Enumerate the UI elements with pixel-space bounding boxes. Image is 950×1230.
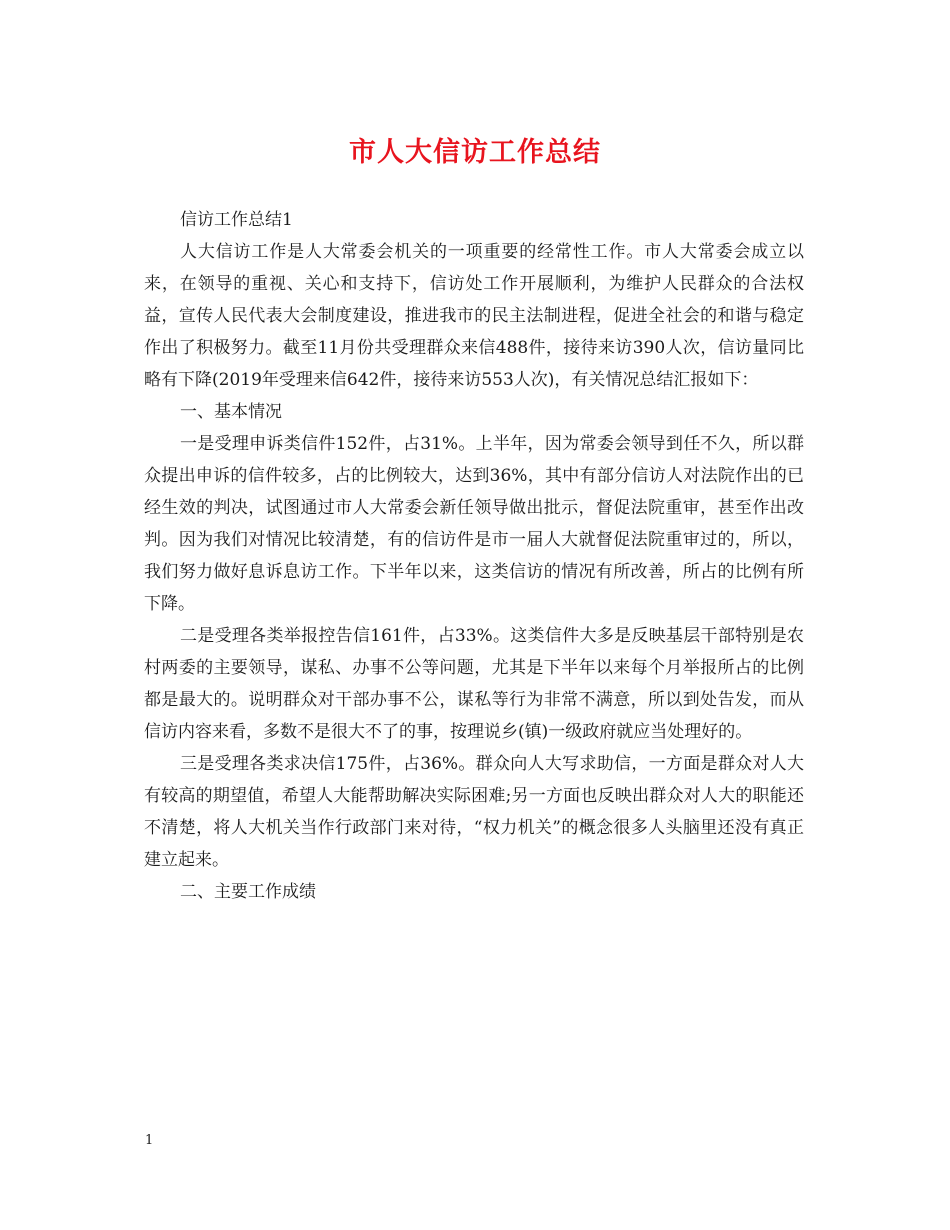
section-heading-main-achievements: 二、主要工作成绩 <box>180 882 316 902</box>
paragraph-appeals: 一是受理申诉类信件152件，占31%。上半年，因为常委会领导到任不久，所以群众提出申诉的信件较多，占的比例较大，达到36%，其中有部分信访人对法院作出的已经生效的判决，试图通过市人大常委会新任领导做出批示，督促法院重审，甚至作出改判。因为我们对情况比较清楚，有的信访件是市一届人大就督促法院重审过的，所以，我们努力做好息诉息访工作。下半年以来，这类信访的情况有所改善，所占的比例有所下降。 <box>144 434 804 614</box>
document-title: 市人大信访工作总结 <box>349 137 601 168</box>
page-number: 1 <box>145 1133 154 1148</box>
section-heading-basic-situation: 一、基本情况 <box>180 402 282 422</box>
paragraph-heading-summary-1: 信访工作总结1 <box>180 210 293 230</box>
paragraph-reports: 二是受理各类举报控告信161件，占33%。这类信件大多是反映基层干部特别是农村两委的主要领导，谋私、办事不公等问题，尤其是下半年以来每个月举报所占的比例都是最大的。说明群众对干部办事不公，谋私等行为非常不满意，所以到处告发，而从信访内容来看，多数不是很大不了的事，按理说乡(镇)一级政府就应当处理好的。 <box>144 626 804 742</box>
paragraph-intro: 人大信访工作是人大常委会机关的一项重要的经常性工作。市人大常委会成立以来，在领导的重视、关心和支持下，信访处工作开展顺利，为维护人民群众的合法权益，宣传人民代表大会制度建设，推进我市的民主法制进程，促进全社会的和谐与稳定作出了积极努力。截至11月份共受理群众来信488件，接待来访390人次，信访量同比略有下降(2019年受理来信642件，接待来访553人次)，有关情况总结汇报如下： <box>144 242 804 390</box>
paragraph-requests: 三是受理各类求决信175件，占36%。群众向人大写求助信，一方面是群众对人大有较高的期望值，希望人大能帮助解决实际困难;另一方面也反映出群众对人大的职能还不清楚，将人大机关当作行政部门来对待，“权力机关”的概念很多人头脑里还没有真正建立起来。 <box>144 754 804 870</box>
document-body <box>144 204 804 908</box>
